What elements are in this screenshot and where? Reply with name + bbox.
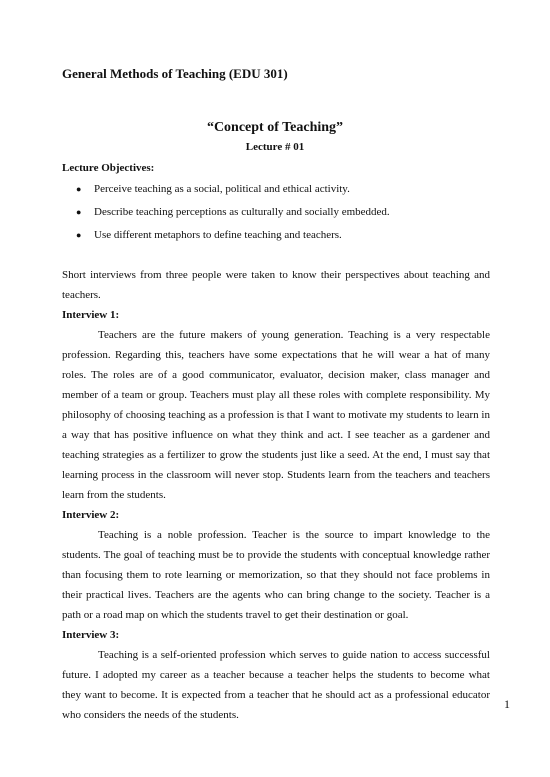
interview-2-text: Teaching is a noble profession. Teacher is the source to impart knowledge to the students. The goal of teaching must be to provide the students with conceptual knowledge rather than focusing them to rote learning or memorization, so that they should not face problems in their practical lives. Teachers are the agents who can bring change to the society. Teacher is a path or a road map on which the students travel to get their destination or goal. — [62, 529, 490, 621]
objective-text: Use different metaphors to define teaching and teachers. — [94, 229, 342, 241]
course-title: General Methods of Teaching (EDU 301) — [62, 66, 288, 81]
bullet-icon: ● — [76, 230, 82, 240]
objective-item — [62, 201, 490, 224]
interview-3-text: Teaching is a self-oriented profession which serves to guide nation to access successful future. I adopted my career as a teacher because a teacher helps the students to become what they want to become. It is expected from a teacher that he should act as a professional educator who considers the needs of the students. — [62, 649, 490, 721]
bullet-icon: ● — [76, 207, 82, 217]
document-body — [62, 158, 490, 725]
interview-3-heading: Interview 3: — [62, 629, 120, 641]
interview-2-heading: Interview 2: — [62, 509, 120, 521]
interview-1-text: Teachers are the future makers of young generation. Teaching is a very respectable profession. Regarding this, teachers have some expectations that he will wear a hat of many roles. The roles are of a good communicator, evaluator, decision maker, class manager and member of a team or group. Teachers must play all these roles with complete responsibility. My philosophy of choosing teaching as a profession is that I want to motivate my students to learn in a way that has positive influence on what they think and act. I see teacher as a gardener and teaching strategies as a fertilizer to grow the students just like a seed. At the end, I must say that learning process in the classroom will never stop. Students learn from the teachers and teachers learn from the students. — [62, 329, 490, 501]
bullet-icon: ● — [76, 184, 82, 194]
lecture-title: “Concept of Teaching” — [206, 120, 344, 135]
objective-item — [62, 178, 490, 201]
page-number: 1 — [504, 697, 510, 711]
objectives-heading: Lecture Objectives: — [62, 162, 155, 174]
spacer — [62, 247, 490, 265]
lecture-number: Lecture # 01 — [245, 141, 305, 153]
objective-text: Perceive teaching as a social, political and ethical activity. — [94, 183, 350, 195]
objective-text: Describe teaching perceptions as culturally and socially embedded. — [94, 206, 390, 218]
objective-item — [62, 224, 490, 247]
interview-1-heading: Interview 1: — [62, 309, 120, 321]
objectives-list — [62, 178, 490, 247]
intro-paragraph: Short interviews from three people were taken to know their perspectives about teaching and teachers. — [62, 269, 490, 301]
